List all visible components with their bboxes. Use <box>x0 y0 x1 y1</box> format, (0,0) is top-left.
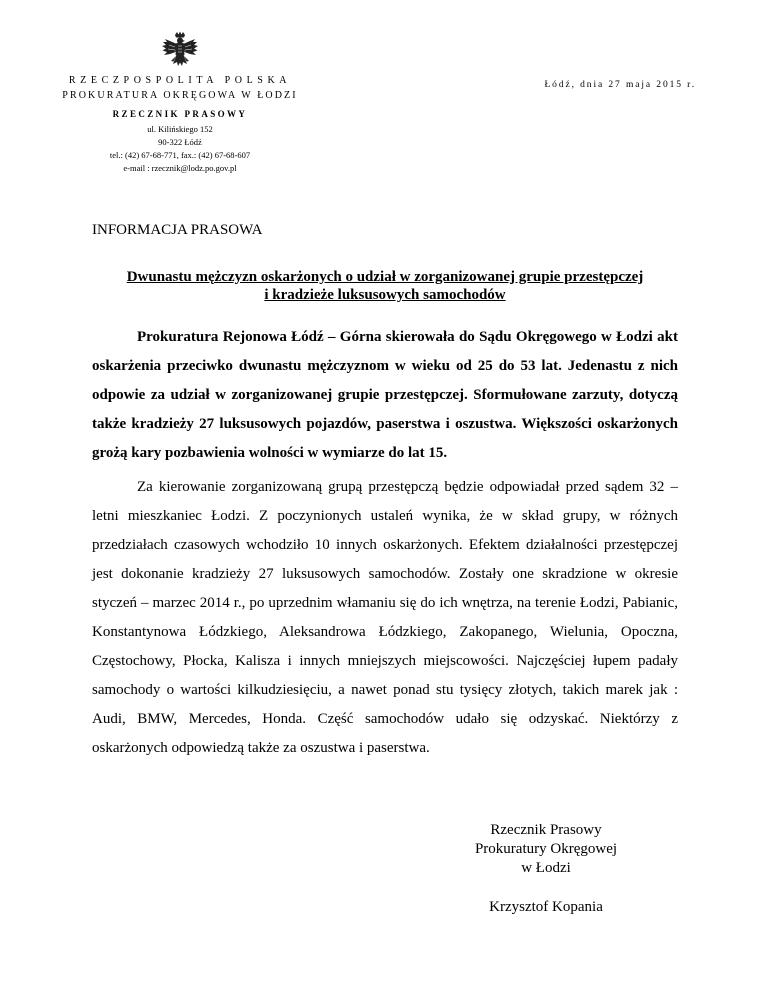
headline <box>92 268 678 304</box>
letterhead-street: ul. Kilińskiego 152 <box>147 124 213 134</box>
letterhead <box>40 74 320 175</box>
polish-eagle-emblem-icon <box>161 31 199 71</box>
body-paragraph: Za kierowanie zorganizowaną grupą przestępczą będzie odpowiadał przed sądem 32 – letni mieszkaniec Łodzi. Z poczynionych ustaleń wynika, że w skład grupy, w różnych przedziałach czasowych wchodziło 10 innych oskarżonych. Efektem działalności przestępczej jest dokonanie kradzieży 27 luksusowych samochodów. Zostały one skradzione w okresie styczeń – marzec 2014 r., po uprzednim włamaniu się do ich wnętrza, na terenie Łodzi, Pabianic, Konstantynowa Łódzkiego, Aleksandrowa Łódzkiego, Zakopanego, Wielunia, Opoczna, Częstochowy, Płocka, Kalisza i innych mniejszych miejscowości. Najczęściej łupem padały samochody o wartości kilkudziesięciu, a nawet ponad stu tysięcy złotych, takich marek jak : Audi, BMW, Mercedes, Honda. Część samochodów udało się odzyskać. Niektórzy z oskarżonych odpowiedzą także za oszustwa i paserstwa. <box>92 479 678 756</box>
letterhead-country: RZECZPOSPOLITA POLSKA <box>68 75 292 86</box>
letterhead-office: PROKURATURA OKRĘGOWA W ŁODZI <box>62 90 298 101</box>
signature-block <box>448 821 644 917</box>
headline-line-1: Dwunastu mężczyzn oskarżonych o udział w zorganizowanej grupie przestępczej <box>126 269 644 285</box>
letterhead-email: e-mail : rzecznik@lodz.po.gov.pl <box>123 163 237 173</box>
document-type: INFORMACJA PRASOWA <box>92 222 263 238</box>
signature-office-line-2: w Łodzi <box>521 860 571 876</box>
signature-name: Krzysztof Kopania <box>489 899 603 915</box>
signature-office-line-1: Prokuratury Okręgowej <box>474 841 618 857</box>
letterhead-postal: 90-322 Łódź <box>158 137 202 147</box>
letterhead-phone: tel.: (42) 67-68-771, fax.: (42) 67-68-607 <box>109 150 251 160</box>
signature-title: Rzecznik Prasowy <box>490 822 602 838</box>
headline-line-2: i kradzieże luksusowych samochodów <box>264 287 506 303</box>
letterhead-department: RZECZNIK PRASOWY <box>112 109 248 119</box>
document-date: Łódź, dnia 27 maja 2015 r. <box>544 80 696 90</box>
lead-paragraph: Prokuratura Rejonowa Łódź – Górna skierowała do Sądu Okręgowego w Łodzi akt oskarżenia przeciwko dwunastu mężczyznom w wieku od 25 do 53 lat. Jedenastu z nich odpowie za udział w zorganizowanej grupie przestępczej. Sformułowane zarzuty, dotyczą także kradzieży 27 luksusowych pojazdów, paserstwa i oszustwa. Większości oskarżonych grożą kary pozbawienia wolności w wymiarze do lat 15. <box>92 329 678 461</box>
